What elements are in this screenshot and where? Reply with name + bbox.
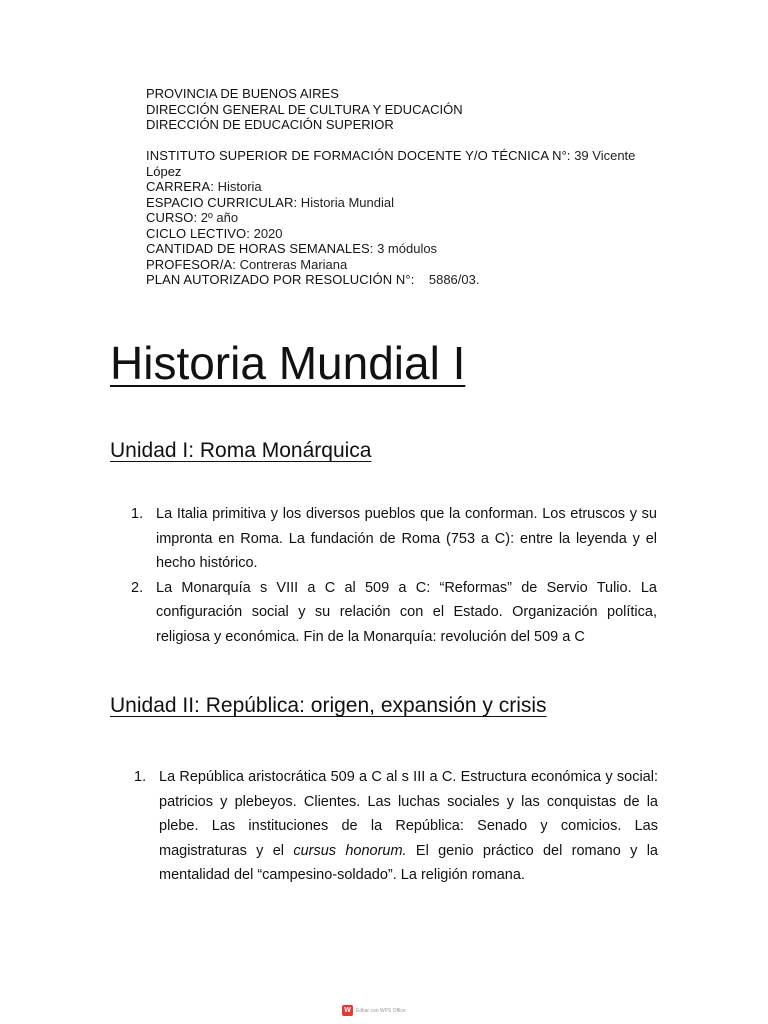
professor-value: Contreras Mariana <box>235 256 348 272</box>
document-header <box>146 86 666 288</box>
curricular-space-value: Historia Mundial <box>297 194 395 210</box>
wps-edit-text: Editar con WPS Office <box>356 1007 406 1014</box>
unit-1-list <box>131 502 657 650</box>
list-item-number: 2. <box>131 579 144 596</box>
career-label: CARRERA: <box>146 179 214 194</box>
curricular-space-label: ESPACIO CURRICULAR: <box>146 194 298 210</box>
unit-1-title: Unidad I: Roma Monárquica <box>110 439 372 462</box>
header-spacer <box>146 133 666 149</box>
institute-label: INSTITUTO SUPERIOR DE FORMACIÓN DOCENTE Y/O TÉCNICA N°: <box>146 148 571 163</box>
unit-2-list <box>134 765 658 888</box>
list-item-number: 1. <box>131 506 144 522</box>
page-title: Historia Mundial I <box>110 337 466 389</box>
plan-label: PLAN AUTORIZADO POR RESOLUCIÓN N°: <box>146 272 415 287</box>
school-year-label: CICLO LECTIVO: <box>146 225 250 241</box>
weekly-hours-value: 3 módulos <box>373 241 438 256</box>
institute-value: 39 Vicente <box>570 148 636 163</box>
list-item-number: 1. <box>134 769 147 785</box>
school-year-value: 2020 <box>249 225 283 241</box>
career-value: Historia <box>213 179 262 194</box>
list-item <box>131 576 657 650</box>
wps-office-icon: W <box>342 1005 353 1016</box>
list-item-text-before: La República aristocrática 509 a C al s III a C. Estructura económica y social: patricios y plebeyos. Clientes. Las luchas sociales y las conquistas de la plebe. Las instituciones de la República: Senado y comicios. Las magistraturas y el <box>159 769 658 859</box>
weekly-hours-field <box>146 241 666 257</box>
course-value: 2º año <box>197 210 239 225</box>
wps-edit-badge[interactable] <box>342 1005 406 1016</box>
professor-field <box>146 257 666 273</box>
list-item-text: La Monarquía s VIII a C al 509 a C: “Reformas” de Servio Tulio. La configuración social y su relación con el Estado. Organización política, religiosa y económica. Fin de la Monarquía: revolución del 509 a C <box>156 579 657 645</box>
weekly-hours-label: CANTIDAD DE HORAS SEMANALES: <box>146 241 374 256</box>
curricular-space-field <box>146 195 666 211</box>
list-item-text: La Italia primitiva y los diversos pueblos que la conforman. Los etruscos y su impronta en Roma. La fundación de Roma (753 a C): entre la leyenda y el hecho histórico. <box>156 506 657 572</box>
institute-value-continued: López <box>146 163 182 179</box>
list-item-text-after: El genio práctico del romano y la mentalidad del “campesino-soldado”. La religión romana. <box>159 842 658 884</box>
header-line-direction-general: DIRECCIÓN GENERAL DE CULTURA Y EDUCACIÓN <box>146 101 463 117</box>
course-field <box>146 210 666 226</box>
header-line-province: PROVINCIA DE BUENOS AIRES <box>146 86 339 101</box>
list-item-text-emphasis: cursus honorum. <box>293 842 407 859</box>
institute-field <box>146 148 666 164</box>
list-item <box>134 765 658 888</box>
header-line-direction-superior: DIRECCIÓN DE EDUCACIÓN SUPERIOR <box>146 117 394 132</box>
course-label: CURSO: <box>146 210 198 225</box>
plan-value: 5886/03. <box>414 272 480 287</box>
professor-label: PROFESOR/A: <box>146 256 236 272</box>
plan-field <box>146 272 666 288</box>
list-item-text <box>159 769 658 883</box>
career-field <box>146 179 666 195</box>
list-item <box>131 502 657 576</box>
school-year-field <box>146 226 666 242</box>
unit-2-title: Unidad II: República: origen, expansión y crisis <box>110 694 547 717</box>
